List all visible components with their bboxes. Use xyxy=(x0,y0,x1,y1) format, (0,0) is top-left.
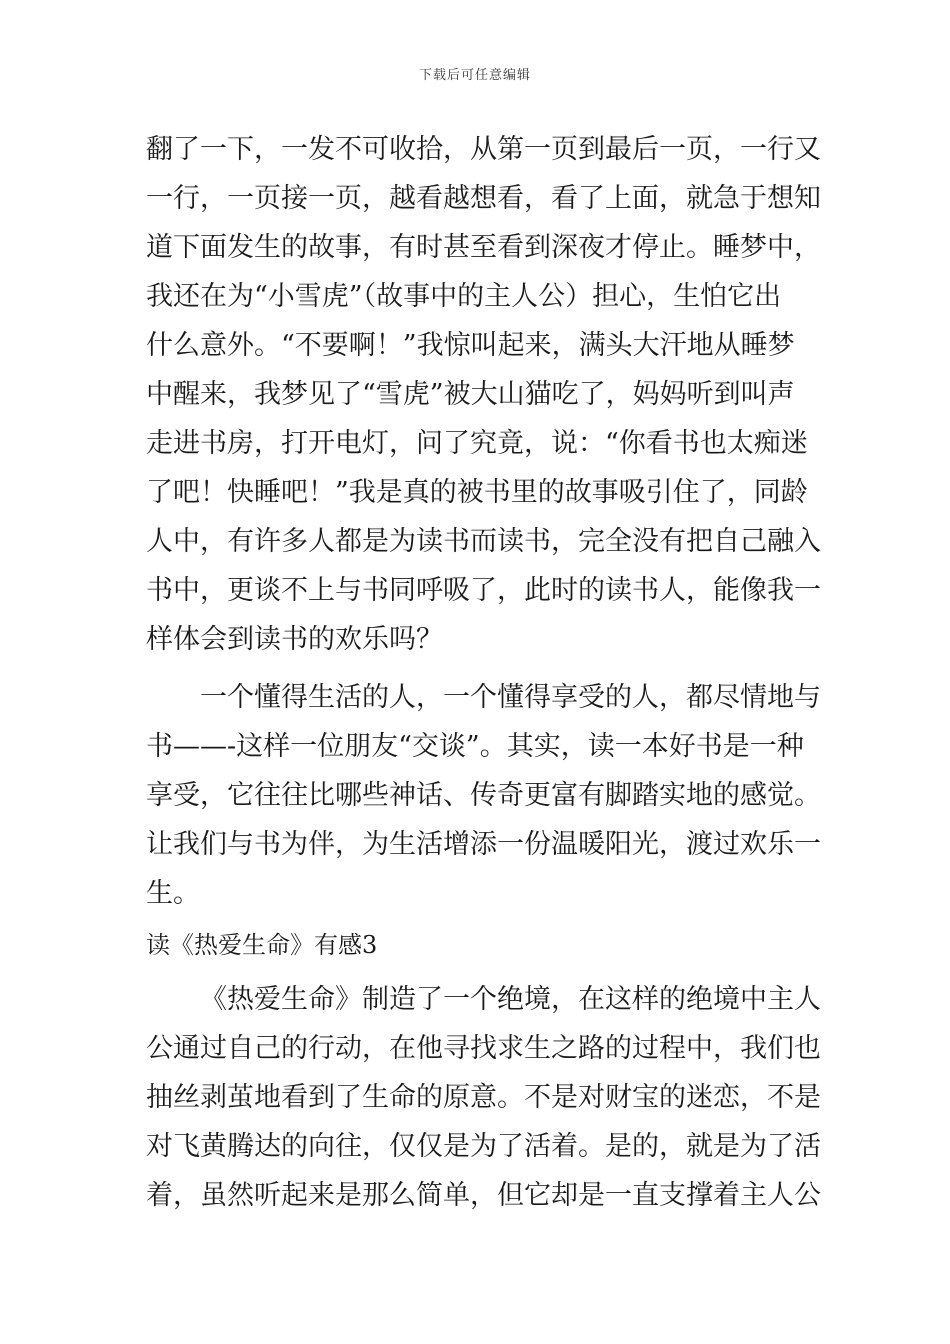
paragraph-2-line-5: 生。 xyxy=(146,878,200,909)
page-header: 下载后可任意编辑 xyxy=(418,68,531,83)
paragraph-1-line-3: 道下面发生的故事，有时甚至看到深夜才停止。睡梦中， xyxy=(146,232,821,263)
paragraph-1-line-1: 翻了一下，一发不可收拾，从第一页到最后一页，一行又 xyxy=(146,134,821,165)
paragraph-2-line-2: 书——-这样一位朋友“交谈”。其实，读一本好书是一种 xyxy=(146,731,804,762)
paragraph-1-line-9: 人中，有许多人都是为读书而读书，完全没有把自己融入 xyxy=(146,526,821,557)
paragraph-2-line-3: 享受，它往往比哪些神话、传奇更富有脚踏实地的感觉。 xyxy=(146,780,821,811)
paragraph-3-line-2: 公通过自己的行动，在他寻找求生之路的过程中，我们也 xyxy=(146,1033,821,1064)
paragraph-1-line-11: 样体会到读书的欢乐吗？ xyxy=(146,624,443,655)
paragraph-1-line-2: 一行，一页接一页，越看越想看，看了上面，就急于想知 xyxy=(146,183,821,214)
paragraph-1-line-10: 书中，更谈不上与书同呼吸了，此时的读书人，能像我一 xyxy=(146,575,821,606)
paragraph-3-line-5: 着，虽然听起来是那么简单，但它却是一直支撑着主人公 xyxy=(146,1180,821,1211)
paragraph-2-line-1: 一个懂得生活的人，一个懂得享受的人，都尽情地与 xyxy=(200,682,821,713)
section-heading: 读《热爱生命》有感3 xyxy=(146,931,378,959)
paragraph-3-line-4: 对飞黄腾达的向往，仅仅是为了活着。是的，就是为了活 xyxy=(146,1131,821,1162)
paragraph-3-line-1: 《热爱生命》制造了一个绝境，在这样的绝境中主人 xyxy=(200,984,821,1015)
paragraph-1-line-5: 什么意外。“不要啊！”我惊叫起来，满头大汗地从睡梦 xyxy=(146,330,795,361)
paragraph-2-line-4: 让我们与书为伴，为生活增添一份温暖阳光，渡过欢乐一 xyxy=(146,829,821,860)
paragraph-1-line-8: 了吧！快睡吧！”我是真的被书里的故事吸引住了，同龄 xyxy=(146,477,808,508)
paragraph-1-line-6: 中醒来，我梦见了“雪虎”被大山猫吃了，妈妈听到叫声 xyxy=(146,379,795,410)
paragraph-3-line-3: 抽丝剥茧地看到了生命的原意。不是对财宝的迷恋，不是 xyxy=(146,1082,821,1113)
paragraph-1-line-7: 走进书房，打开电灯，问了究竟，说：“你看书也太痴迷 xyxy=(146,428,808,459)
paragraph-1-line-4: 我还在为“小雪虎”（故事中的主人公）担心，生怕它出 xyxy=(146,281,782,312)
